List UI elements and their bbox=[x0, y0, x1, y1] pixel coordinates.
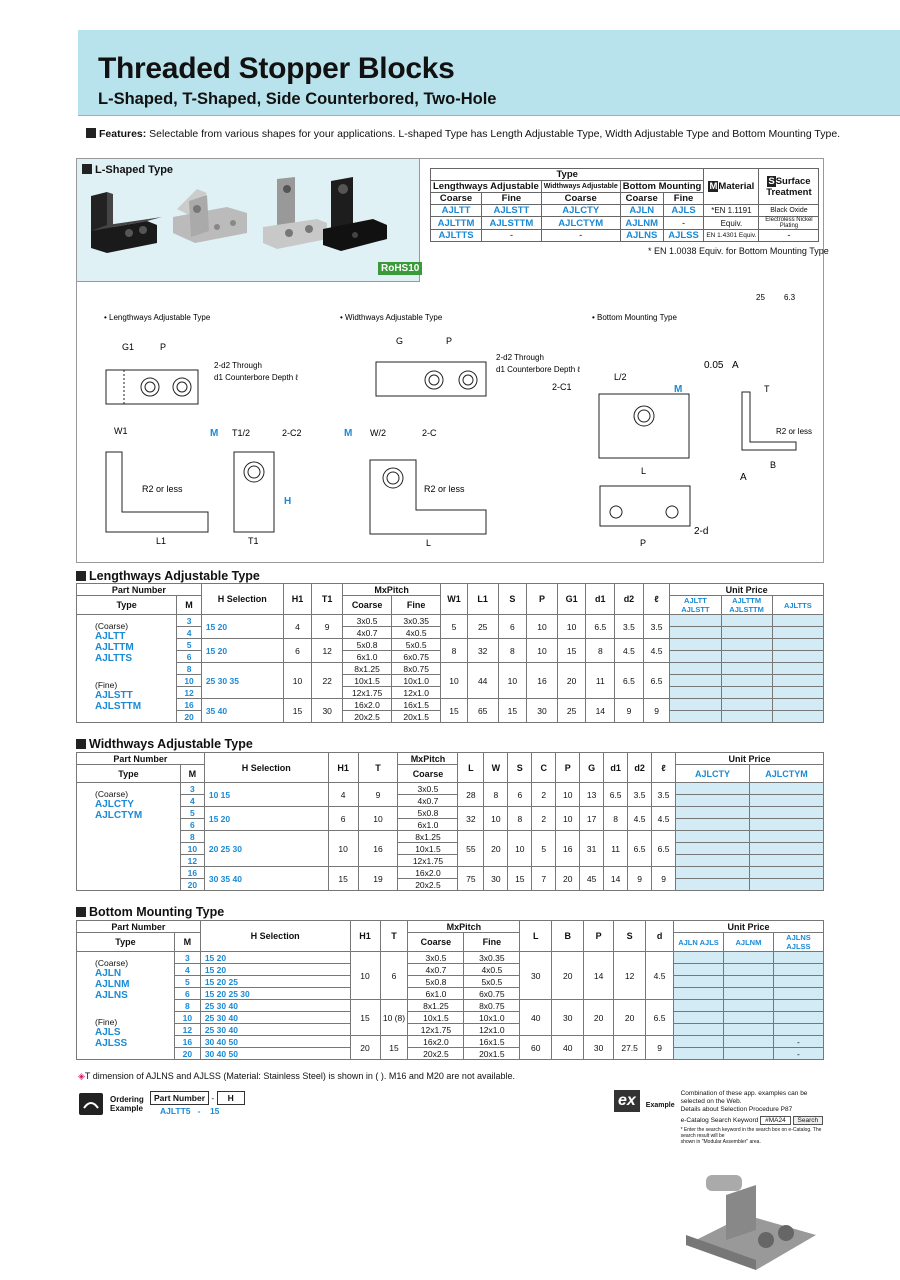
table-row: 5 15 20 6 10 5x0.8 32 10 8 2 10 17 8 4.5 4.5 bbox=[77, 807, 824, 819]
wid-top-view bbox=[376, 362, 486, 396]
table-row: 6 6x1.0 6x0.75 bbox=[77, 651, 824, 663]
price-cell[interactable] bbox=[676, 783, 750, 795]
svg-text:L1: L1 bbox=[156, 536, 167, 546]
price-cell[interactable] bbox=[674, 976, 724, 988]
table-row: 10 10x1.5 10x1.0 bbox=[77, 675, 824, 687]
search-keyword: #MA24 bbox=[760, 1116, 791, 1125]
price-cell[interactable] bbox=[749, 783, 823, 795]
price-cell[interactable] bbox=[721, 663, 772, 675]
l-shaped-title: L-Shaped Type bbox=[82, 164, 173, 176]
bot-section-title: Bottom Mounting Type bbox=[76, 905, 224, 919]
table-row: 8 25 30 40 15 10 (8) 8x1.25 8x0.75 40 30 20 20 6.5 bbox=[77, 1000, 824, 1012]
price-cell[interactable] bbox=[723, 1024, 773, 1036]
type-cell: (Coarse) AJLCTY AJLCTYM bbox=[77, 783, 181, 891]
svg-text:T1/2: T1/2 bbox=[232, 428, 251, 438]
type-cell: (Coarse) AJLTT AJLTTM AJLTTS (Fine) AJLSTT AJLSTTM bbox=[77, 615, 177, 723]
svg-text:• Widthways Adjustable Type: • Widthways Adjustable Type bbox=[340, 313, 443, 322]
photo-silver-t bbox=[173, 189, 247, 243]
price-cell[interactable] bbox=[721, 675, 772, 687]
price-cell[interactable] bbox=[676, 843, 750, 855]
price-cell[interactable] bbox=[773, 976, 823, 988]
photo-black-l bbox=[91, 192, 162, 253]
svg-text:2-d2 Through: 2-d2 Through bbox=[214, 361, 262, 370]
price-cell[interactable] bbox=[670, 639, 721, 651]
table-row: 4 15 20 4x0.7 4x0.5 bbox=[77, 964, 824, 976]
price-cell[interactable] bbox=[721, 699, 772, 711]
svg-text:T: T bbox=[764, 384, 770, 394]
price-cell[interactable]: - bbox=[773, 1048, 823, 1060]
price-cell[interactable]: - bbox=[773, 1036, 823, 1048]
price-cell[interactable] bbox=[670, 651, 721, 663]
phone-icon bbox=[78, 1092, 104, 1116]
svg-text:W1: W1 bbox=[114, 426, 128, 436]
svg-text:d1 Counterbore Depth ℓ: d1 Counterbore Depth ℓ bbox=[214, 373, 298, 382]
len-section-title: Lengthways Adjustable Type bbox=[76, 569, 260, 583]
price-cell[interactable] bbox=[723, 964, 773, 976]
material-note: * EN 1.0038 Equiv. for Bottom Mounting Type bbox=[648, 246, 829, 256]
table-row: 8 20 25 30 10 16 8x1.25 55 20 10 5 16 31 11 6.5 6.5 bbox=[77, 831, 824, 843]
price-cell[interactable] bbox=[676, 831, 750, 843]
price-cell[interactable] bbox=[676, 855, 750, 867]
price-cell[interactable] bbox=[723, 988, 773, 1000]
svg-text:• Lengthways Adjustable Type: • Lengthways Adjustable Type bbox=[104, 313, 211, 322]
price-cell[interactable] bbox=[772, 687, 823, 699]
rohs-badge: RoHS10 bbox=[378, 262, 422, 275]
price-cell[interactable] bbox=[721, 687, 772, 699]
type-row: AJLTTM AJLSTTM AJLCTYM AJLNM - Equiv. Electroless Nickel Plating bbox=[431, 217, 819, 230]
table-row: 16 30 40 50 20 15 16x2.0 16x1.5 60 40 30 27.5 9 - bbox=[77, 1036, 824, 1048]
table-row: (Coarse) AJLTT AJLTTM AJLTTS (Fine) AJLSTT AJLSTTM 3 15 20 4 9 3x0.5 3x0.35 5 25 6 10 10 6.5 3.5 3.5 bbox=[77, 615, 824, 627]
svg-text:d1 Counterbore Depth ℓ: d1 Counterbore Depth ℓ bbox=[496, 365, 580, 374]
app-example: ex Example Combination of these app. examples can be selected on the Web. Details about Selection Procedure P87 e-Catalog Search Keyword #MA24 Search * Enter the search keyword in the search box on e-Catalog. The search result will be shown in "Modular Assembler" area. bbox=[614, 1090, 836, 1280]
wid-side-view bbox=[370, 460, 486, 534]
price-cell[interactable] bbox=[674, 1036, 724, 1048]
svg-text:0.05: 0.05 bbox=[704, 360, 724, 371]
svg-text:2-d2 Through: 2-d2 Through bbox=[496, 353, 544, 362]
len-t-view bbox=[234, 452, 274, 532]
table-row: (Coarse) AJLN AJLNM AJLNS (Fine) AJLS AJLSS 3 15 20 10 6 3x0.5 3x0.35 30 20 14 12 4.5 bbox=[77, 952, 824, 964]
surface-header: SSurface Treatment bbox=[759, 169, 819, 205]
price-cell[interactable] bbox=[772, 651, 823, 663]
price-cell[interactable] bbox=[674, 988, 724, 1000]
features-line: Features: Selectable from various shapes for your applications. L-shaped Type has Length Adjustable Type, Width Adjustable Type and Bottom Mounting Type. bbox=[86, 128, 840, 140]
table-row: 6 15 20 25 30 6x1.0 6x0.75 bbox=[77, 988, 824, 1000]
note-icon: ◈ bbox=[78, 1071, 85, 1081]
price-cell[interactable] bbox=[676, 795, 750, 807]
price-cell[interactable] bbox=[676, 819, 750, 831]
assembly-render bbox=[666, 1145, 836, 1275]
price-cell[interactable] bbox=[773, 1012, 823, 1024]
price-cell[interactable] bbox=[772, 699, 823, 711]
table-row: 5 15 20 25 5x0.8 5x0.5 bbox=[77, 976, 824, 988]
svg-text:P: P bbox=[160, 342, 167, 352]
price-cell[interactable] bbox=[723, 1000, 773, 1012]
price-cell[interactable] bbox=[721, 639, 772, 651]
price-cell[interactable] bbox=[773, 1000, 823, 1012]
svg-text:R2 or less: R2 or less bbox=[142, 484, 183, 494]
svg-text:G: G bbox=[396, 336, 404, 346]
svg-text:T1: T1 bbox=[248, 536, 259, 546]
price-cell[interactable] bbox=[773, 964, 823, 976]
type-cell: (Coarse) AJLN AJLNM AJLNS (Fine) AJLS AJLSS bbox=[77, 952, 175, 1060]
page-title: Threaded Stopper Blocks bbox=[98, 52, 455, 85]
technical-drawings bbox=[76, 282, 824, 562]
price-cell[interactable] bbox=[772, 675, 823, 687]
price-cell[interactable] bbox=[773, 952, 823, 964]
price-cell[interactable] bbox=[749, 867, 823, 879]
table-row: 10 10x1.5 bbox=[77, 843, 824, 855]
price-cell[interactable] bbox=[670, 711, 721, 723]
price-cell[interactable] bbox=[773, 988, 823, 1000]
price-cell[interactable] bbox=[749, 855, 823, 867]
svg-text:2-C1: 2-C1 bbox=[552, 382, 572, 392]
table-row: 5 15 20 6 12 5x0.8 5x0.5 8 32 8 10 15 8 4.5 4.5 bbox=[77, 639, 824, 651]
price-cell[interactable] bbox=[723, 1036, 773, 1048]
table-row: 20 20x2.5 bbox=[77, 879, 824, 891]
table-row: (Coarse) AJLCTY AJLCTYM 3 10 15 4 9 3x0.5 28 8 6 2 10 13 6.5 3.5 3.5 bbox=[77, 783, 824, 795]
svg-text:A: A bbox=[740, 472, 747, 483]
price-cell[interactable] bbox=[670, 675, 721, 687]
price-cell[interactable] bbox=[749, 843, 823, 855]
svg-text:R2 or less: R2 or less bbox=[424, 484, 465, 494]
price-cell[interactable] bbox=[772, 639, 823, 651]
price-cell[interactable] bbox=[670, 699, 721, 711]
price-cell[interactable] bbox=[674, 964, 724, 976]
svg-text:6.3: 6.3 bbox=[784, 293, 796, 302]
photo-box bbox=[76, 158, 420, 282]
price-cell[interactable] bbox=[674, 1048, 724, 1060]
type-row: AJLTT AJLSTT AJLCTY AJLN AJLS *EN 1.1191 Black Oxide bbox=[431, 205, 819, 217]
price-cell[interactable] bbox=[721, 711, 772, 723]
price-cell[interactable] bbox=[749, 795, 823, 807]
wid-section-title: Widthways Adjustable Type bbox=[76, 737, 253, 751]
photo-black-l2 bbox=[323, 177, 387, 251]
price-cell[interactable] bbox=[723, 976, 773, 988]
photo-silver-l bbox=[263, 177, 327, 249]
svg-text:L: L bbox=[641, 466, 647, 476]
search-button[interactable]: Search bbox=[793, 1116, 824, 1125]
price-cell[interactable] bbox=[676, 807, 750, 819]
svg-text:P: P bbox=[446, 336, 453, 346]
svg-text:M: M bbox=[344, 428, 353, 439]
price-cell[interactable] bbox=[749, 879, 823, 891]
price-cell[interactable] bbox=[772, 615, 823, 627]
table-row: 10 25 30 40 10x1.5 10x1.0 bbox=[77, 1012, 824, 1024]
price-cell[interactable] bbox=[721, 615, 772, 627]
type-table: Type MMaterial SSurface Treatment Lengthways Adjustable Widthways Adjustable Bottom Mounting Coarse Fine Coarse Coarse Fine AJLTT AJLSTT AJLCTY AJLN AJLS *EN 1.1191 Black Oxide AJLTTM AJLSTTM AJLCTYM AJLNM - Equiv. Electroless Nickel Plating AJLTTS - - AJLNS AJLSS EN 1.4301 Equiv. - bbox=[430, 168, 819, 242]
table-row: 16 35 40 15 30 16x2.0 16x1.5 15 65 15 30 25 14 9 9 bbox=[77, 699, 824, 711]
table-row: 6 6x1.0 bbox=[77, 819, 824, 831]
price-cell[interactable] bbox=[723, 952, 773, 964]
price-cell[interactable] bbox=[674, 1012, 724, 1024]
price-cell[interactable] bbox=[670, 627, 721, 639]
table-row: 20 20x2.5 20x1.5 bbox=[77, 711, 824, 723]
price-cell[interactable] bbox=[723, 1048, 773, 1060]
bot-side-view bbox=[742, 392, 796, 450]
table-row: 4 4x0.7 bbox=[77, 795, 824, 807]
price-cell[interactable] bbox=[674, 1000, 724, 1012]
price-cell[interactable] bbox=[676, 879, 750, 891]
svg-text:G1: G1 bbox=[122, 342, 135, 352]
svg-text:2-d: 2-d bbox=[694, 526, 709, 537]
price-cell[interactable] bbox=[721, 651, 772, 663]
bot-table: Part Number H Selection H1 T MxPitch L B P S d Unit Price Type M Coarse Fine AJLN AJLS AJLNM AJLNS AJLSS (Coarse) AJLN AJLNM AJLNS (Fine) AJLS AJLSS 3 15 20 10 6 3x0.5 3x0.35 30 20 14 12 4.5 4 15 20 4x0.7 4x0.5 5 15 20 25 5x0.8 5x0.5 6 15 20 25 30 6x1.0 6x0.75 8 25 30 40 15 10 (8) 8x1.25 8x0.75 40 30 20 20 6.5 10 25 30 40 10x1.5 10x1.0 12 25 30 40 12x1.75 12x1.0 16 30 40 50 20 15 16x2.0 16x1.5 60 40 30 27.5 9 - 20 30 40 50 20x2.5 20x1.5 - bbox=[76, 920, 824, 1060]
svg-text:M: M bbox=[210, 428, 219, 439]
table-row: 20 30 40 50 20x2.5 20x1.5 - bbox=[77, 1048, 824, 1060]
table-row: 12 12x1.75 bbox=[77, 855, 824, 867]
page-subtitle: L-Shaped, T-Shaped, Side Counterbored, Two-Hole bbox=[98, 90, 497, 108]
len-table: Part Number H Selection H1 T1 MxPitch W1 L1 S P G1 d1 d2 ℓ Unit Price Type M Coarse Fine AJLTT AJLSTT AJLTTM AJLSTTM AJLTTS (Coarse) AJLTT AJLTTM AJLTTS (Fine) AJLSTT AJLSTTM 3 15 20 4 9 3x0.5 3x0.35 5 25 6 10 10 6.5 3.5 3.5 4 4x0.7 4x0.5 5 15 20 6 12 5x0.8 5x0.5 8 32 8 10 15 8 4.5 4.5 6 6x1.0 6x0.75 8 25 30 35 10 22 8x1.25 8x0.75 10 44 10 16 20 11 6.5 6.5 10 10x1.5 10x1.0 12 12x1.75 12x1.0 16 35 40 15 30 16x2.0 16x1.5 15 65 15 30 25 14 9 9 20 20x2.5 20x1.5 bbox=[76, 583, 824, 723]
price-cell[interactable] bbox=[674, 1024, 724, 1036]
type-row: AJLTTS - - AJLNS AJLSS EN 1.4301 Equiv. - bbox=[431, 230, 819, 242]
price-cell[interactable] bbox=[723, 1012, 773, 1024]
price-cell[interactable] bbox=[670, 615, 721, 627]
price-cell[interactable] bbox=[749, 831, 823, 843]
table-row: 16 30 35 40 15 19 16x2.0 75 30 15 7 20 45 14 9 9 bbox=[77, 867, 824, 879]
svg-text:L/2: L/2 bbox=[614, 372, 627, 382]
ordering-example: Ordering Example Part Number - H AJLTT5 - 15 bbox=[78, 1092, 245, 1116]
svg-text:H: H bbox=[284, 496, 292, 507]
svg-text:P: P bbox=[640, 538, 647, 548]
svg-text:2-C2: 2-C2 bbox=[282, 428, 302, 438]
svg-text:R2 or less: R2 or less bbox=[776, 427, 813, 436]
material-header: MMaterial bbox=[704, 169, 759, 205]
price-cell[interactable] bbox=[676, 867, 750, 879]
table-row: 12 25 30 40 12x1.75 12x1.0 bbox=[77, 1024, 824, 1036]
svg-text:L: L bbox=[426, 538, 432, 548]
price-cell[interactable] bbox=[721, 627, 772, 639]
price-cell[interactable] bbox=[773, 1024, 823, 1036]
price-cell[interactable] bbox=[749, 819, 823, 831]
price-cell[interactable] bbox=[674, 952, 724, 964]
svg-text:B: B bbox=[770, 460, 777, 470]
svg-text:• Bottom Mounting Type: • Bottom Mounting Type bbox=[592, 313, 677, 322]
product-photos bbox=[77, 159, 421, 283]
svg-text:A: A bbox=[732, 360, 739, 371]
wid-table: Part Number H Selection H1 T MxPitch L W S C P G d1 d2 ℓ Unit Price Type M Coarse AJLCTY AJLCTYM (Coarse) AJLCTY AJLCTYM 3 10 15 4 9 3x0.5 28 8 6 2 10 13 6.5 3.5 3.5 4 4x0.7 5 15 20 6 10 5x0.8 32 10 8 2 10 17 8 4.5 4.5 6 6x1.0 8 20 25 30 10 16 8x1.25 55 20 10 5 16 31 11 6.5 6.5 10 10x1.5 12 12x1.75 16 30 35 40 15 19 16x2.0 75 30 15 7 20 45 14 9 9 20 20x2.5 bbox=[76, 752, 824, 891]
price-cell[interactable] bbox=[670, 687, 721, 699]
price-cell[interactable] bbox=[670, 663, 721, 675]
table-row: 8 25 30 35 10 22 8x1.25 8x0.75 10 44 10 16 20 11 6.5 6.5 bbox=[77, 663, 824, 675]
ex-badge: ex bbox=[614, 1090, 640, 1112]
bottom-note: ◈T dimension of AJLNS and AJLSS (Material: Stainless Steel) is shown in ( ). M16 and M20 are not available. bbox=[78, 1071, 515, 1081]
price-cell[interactable] bbox=[772, 711, 823, 723]
price-cell[interactable] bbox=[749, 807, 823, 819]
table-row: 12 12x1.75 12x1.0 bbox=[77, 687, 824, 699]
len-top-view bbox=[106, 370, 198, 404]
svg-text:W/2: W/2 bbox=[370, 428, 387, 438]
svg-text:25: 25 bbox=[756, 293, 765, 302]
svg-text:M: M bbox=[674, 384, 683, 395]
svg-text:2-C: 2-C bbox=[422, 428, 437, 438]
price-cell[interactable] bbox=[772, 663, 823, 675]
table-row: 4 4x0.7 4x0.5 bbox=[77, 627, 824, 639]
price-cell[interactable] bbox=[772, 627, 823, 639]
